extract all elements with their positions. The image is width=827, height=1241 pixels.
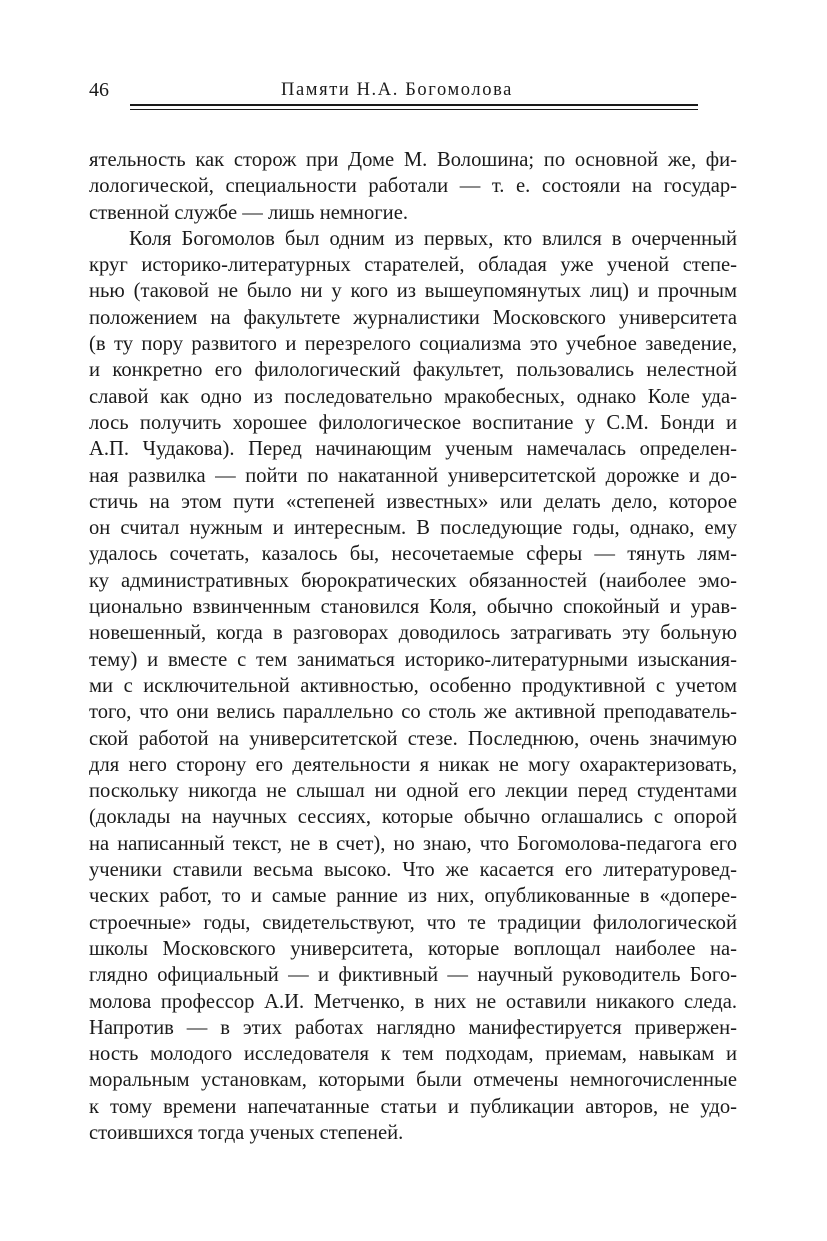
text-line: круг историко-литературных старателей, обладая уже ученой степе-: [89, 254, 737, 277]
text-line: Напротив — в этих работах наглядно манифестируется привержен-: [89, 1016, 737, 1039]
text-line: ской работой на университетской стезе. Последнюю, очень значимую: [89, 727, 737, 750]
running-title: Памяти Н.А. Богомолова: [281, 80, 513, 100]
text-line: А.П. Чудакова). Перед начинающим ученым намечалась определен-: [89, 438, 737, 461]
text-line: славой как одно из последовательно мракобесных, однако Коле уда-: [89, 385, 737, 408]
text-line: и конкретно его филологический факультет, пользовались нелестной: [89, 359, 737, 382]
text-line: моральным установкам, которыми были отмечены немногочисленные: [89, 1069, 737, 1092]
text-line: Коля Богомолов был одним из первых, кто влился в очерченный: [129, 227, 737, 250]
text-line: (в ту пору развитого и перезрелого социализма это учебное заведение,: [89, 333, 737, 356]
text-line: ционально взвинченным становился Коля, обычно спокойный и урав-: [89, 596, 737, 619]
text-line: лологической, специальности работали — т. е. состояли на государ-: [89, 175, 737, 198]
page-number: 46: [89, 79, 109, 101]
text-line: молова профессор А.И. Метченко, в них не оставили никакого следа.: [89, 990, 737, 1013]
text-line: ученики ставили весьма высоко. Что же касается его литературовед-: [89, 859, 737, 882]
text-line: стичь на этом пути «степеней известных» или делать дело, которое: [89, 490, 737, 513]
text-line: ческих работ, то и самые ранние из них, опубликованные в «доперe-: [89, 885, 737, 908]
text-line: нью (таковой не было ни у кого из вышеупомянутых лиц) и прочным: [89, 280, 737, 303]
text-line: ная развилка — пойти по накатанной университетской дорожке и до-: [89, 464, 737, 487]
text-line: ми с исключительной активностью, особенно продуктивной с учетом: [89, 674, 737, 697]
text-line: он считал нужным и интересным. В последующие годы, однако, ему: [89, 517, 737, 540]
text-line: ятельность как сторож при Доме М. Волошина; по основной же, фи-: [89, 149, 737, 171]
text-line: удалось сочетать, казалось бы, несочетаемые сферы — тянуть лям-: [89, 543, 737, 566]
text-line: ку административных бюрократических обязанностей (наиболее эмо-: [89, 569, 737, 592]
text-line: глядно официальный — и фиктивный — научный руководитель Бого-: [89, 964, 737, 987]
text-line: поскольку никогда не слышал ни одной его лекции перед студентами: [89, 780, 737, 803]
text-line: для него сторону его деятельности я никак не могу охарактеризовать,: [89, 753, 737, 776]
text-line: положением на факультете журналистики Московского университета: [89, 306, 737, 329]
text-line: на написанный текст, не в счет), но знаю, что Богомолова-педагога его: [89, 832, 737, 855]
text-line: новешенный, когда в разговорах доводилось затрагивать эту больную: [89, 622, 737, 645]
text-line: того, что они велись параллельно со столь же активной преподаватель-: [89, 701, 737, 724]
header-rule-thin: [130, 109, 698, 110]
text-line: строечные» годы, свидетельствуют, что те традиции филологической: [89, 911, 737, 934]
text-line: к тому времени напечатанные статьи и публикации авторов, не удо-: [89, 1095, 737, 1118]
text-line: стоившихся тогда ученых степеней.: [89, 1121, 404, 1144]
text-line: школы Московского университета, которые воплощал наиболее на-: [89, 937, 737, 960]
header-rule-thick: [130, 104, 698, 106]
text-line: ственной службе — лишь немногие.: [89, 201, 408, 224]
text-line: тему) и вместе с тем заниматься историко-литературными изыскания-: [89, 648, 737, 671]
body-text: [89, 147, 737, 1146]
running-header: [89, 78, 698, 102]
text-line: (доклады на научных сессиях, которые обычно оглашались с опорой: [89, 806, 737, 829]
text-line: лось получить хорошее филологическое воспитание у С.М. Бонди и: [89, 411, 737, 434]
text-line: ность молодого исследователя к тем подходам, приемам, навыкам и: [89, 1043, 737, 1066]
